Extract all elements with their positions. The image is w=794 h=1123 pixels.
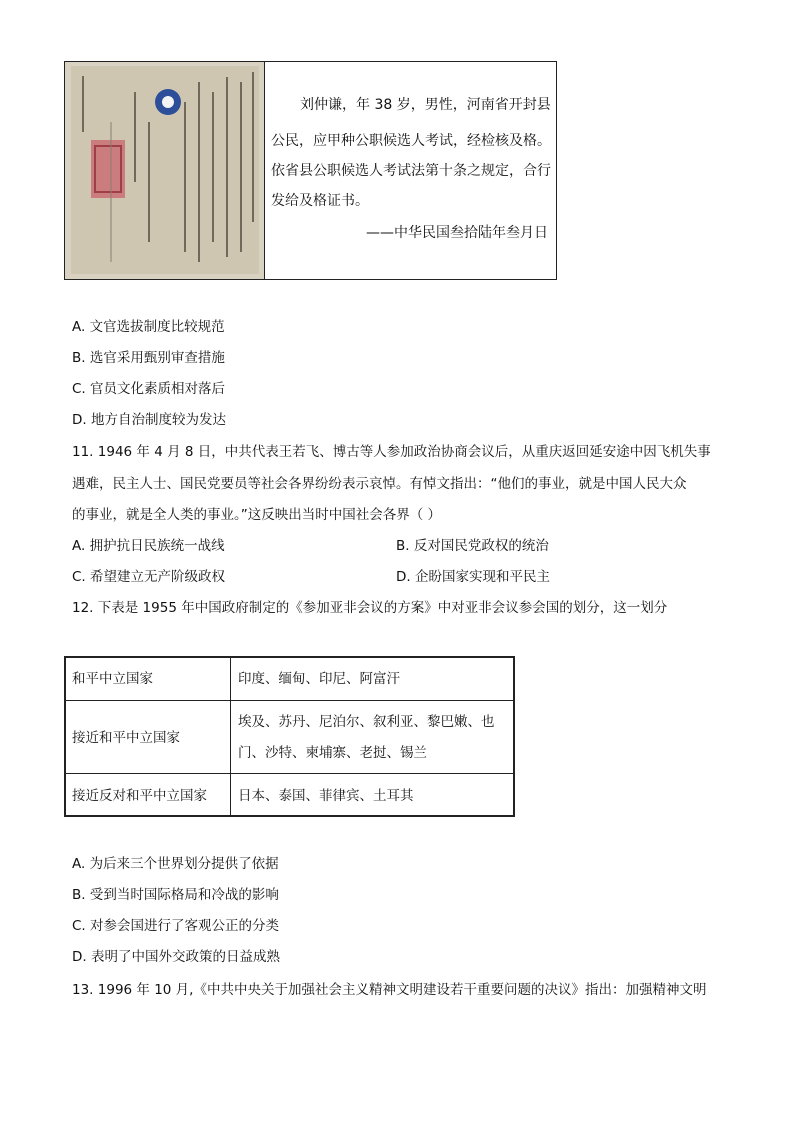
q12-option-d[interactable]: D. 表明了中国外交政策的日益成熟 <box>72 949 280 965</box>
certificate-image-icon <box>65 62 264 279</box>
q10-option-d[interactable]: D. 地方自治制度较为发达 <box>72 412 226 428</box>
certificate-line-1: 刘仲谦，年 38 岁，男性，河南省开封县 <box>300 97 551 113</box>
country-classification-table <box>64 656 515 817</box>
q10-option-c[interactable]: C. 官员文化素质相对落后 <box>72 381 226 397</box>
table-row-2-countries-line-2: 门、沙特、柬埔寨、老挝、锡兰 <box>238 745 427 761</box>
certificate-line-3: 依省县公职候选人考试法第十条之规定，合行 <box>271 163 551 179</box>
q12-option-c[interactable]: C. 对参会国进行了客观公正的分类 <box>72 918 280 934</box>
certificate-table <box>64 61 557 280</box>
certificate-text <box>265 62 556 279</box>
table-row-1-countries: 印度、缅甸、印尼、阿富汗 <box>238 671 400 687</box>
q11-option-c[interactable]: C. 希望建立无产阶级政权 <box>72 569 226 585</box>
q10-option-b[interactable]: B. 选官采用甄别审查措施 <box>72 350 225 366</box>
table-row-1-category: 和平中立国家 <box>72 671 153 687</box>
certificate-line-4: 发给及格证书。 <box>271 193 369 209</box>
certificate-line-2: 公民，应甲种公职候选人考试，经检核及格。 <box>271 133 551 149</box>
table-row-2-countries-line-1: 埃及、苏丹、尼泊尔、叙利亚、黎巴嫩、也 <box>238 714 495 730</box>
q10-option-a[interactable]: A. 文官选拔制度比较规范 <box>72 319 225 335</box>
q13-stem: 13. 1996 年 10 月,《中共中央关于加强社会主义精神文明建设若干重要问题的决议》指出：加强精神文明 <box>72 982 707 998</box>
certificate-photo <box>65 62 265 279</box>
q12-option-a[interactable]: A. 为后来三个世界划分提供了依据 <box>72 856 279 872</box>
q11-stem-line-2: 遇难，民主人士、国民党要员等社会各界纷纷表示哀悼。有悼文指出：“他们的事业，就是中国人民大众 <box>72 476 687 492</box>
table-row-2-category: 接近和平中立国家 <box>72 730 180 746</box>
q11-stem-line-1: 11. 1946 年 4 月 8 日，中共代表王若飞、博古等人参加政治协商会议后，从重庆返回延安途中因飞机失事 <box>72 444 711 460</box>
q11-option-d[interactable]: D. 企盼国家实现和平民主 <box>396 569 550 585</box>
q12-stem: 12. 下表是 1955 年中国政府制定的《参加亚非会议的方案》中对亚非会议参会国的划分，这一划分 <box>72 600 668 616</box>
certificate-date: ——中华民国叁拾陆年叁月日 <box>366 225 548 241</box>
q11-stem-line-3: 的事业，就是全人类的事业。”这反映出当时中国社会各界（ ） <box>72 507 442 523</box>
q12-option-b[interactable]: B. 受到当时国际格局和冷战的影响 <box>72 887 279 903</box>
table-row-3-category: 接近反对和平中立国家 <box>72 788 207 804</box>
q11-option-a[interactable]: A. 拥护抗日民族统一战线 <box>72 538 225 554</box>
table-row-3-countries: 日本、泰国、菲律宾、土耳其 <box>238 788 414 804</box>
q11-option-b[interactable]: B. 反对国民党政权的统治 <box>396 538 549 554</box>
